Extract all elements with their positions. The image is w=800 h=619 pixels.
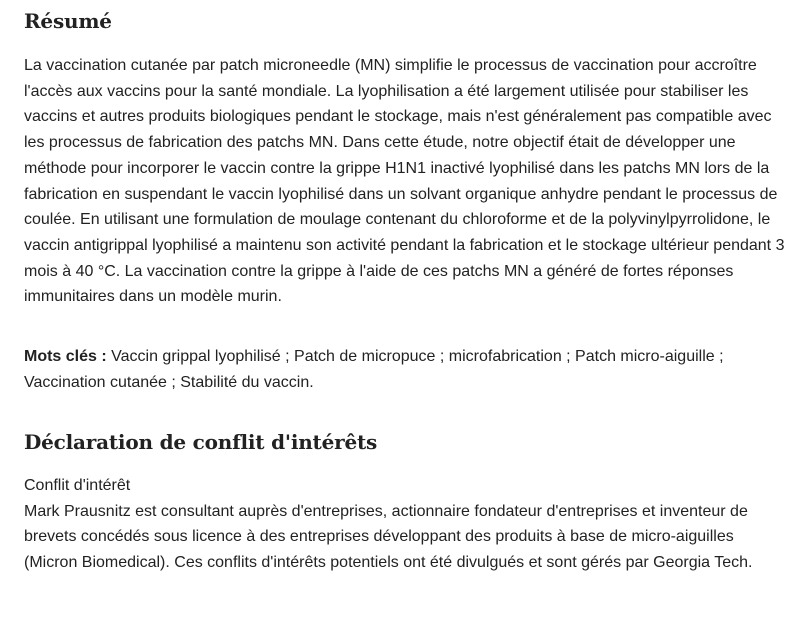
resume-heading: Résumé	[24, 9, 112, 33]
keywords-list: Vaccin grippal lyophilisé ; Patch de micropuce ; microfabrication ; Patch micro-aiguille ; Vaccination cutanée ; Stabilité du vaccin.	[24, 348, 724, 391]
conflict-heading: Déclaration de conflit d'intérêts	[24, 430, 378, 454]
keywords-label: Mots clés :	[24, 348, 107, 365]
conflict-subheading: Conflit d'intérêt	[24, 477, 131, 494]
conflict-text: Mark Prausnitz est consultant auprès d'entreprises, actionnaire fondateur d'entreprises et inventeur de brevets concédés sous licence à des entreprises développant des produits à base de micro-aiguilles (Micron Biomedical). Ces conflits d'intérêts potentiels ont été divulgués et sont gérés par Georgia Tech.	[24, 502, 753, 571]
keywords-paragraph	[24, 344, 786, 395]
abstract-paragraph: La vaccination cutanée par patch microneedle (MN) simplifie le processus de vaccination pour accroître l'accès aux vaccins pour la santé mondiale. La lyophilisation a été largement utilisée pour stabiliser les vaccins et autres produits biologiques pendant le stockage, mais n'est généralement pas compatible avec les processus de fabrication des patchs MN. Dans cette étude, notre objectif était de développer une méthode pour incorporer le vaccin contre la grippe H1N1 inactivé lyophilisé dans les patchs MN lors de la fabrication en suspendant le vaccin lyophilisé dans un solvant organique anhydre pendant le processus de coulée. En utilisant une formulation de moulage contenant du chloroforme et de la polyvinylpyrrolidone, le vaccin antigrippal lyophilisé a maintenu son activité pendant la fabrication et le stockage ultérieur pendant 3 mois à 40 °C. La vaccination contre la grippe à l'aide de ces patchs MN a généré de fortes réponses immunitaires dans un modèle murin.	[24, 57, 785, 306]
conflict-section	[24, 473, 786, 575]
